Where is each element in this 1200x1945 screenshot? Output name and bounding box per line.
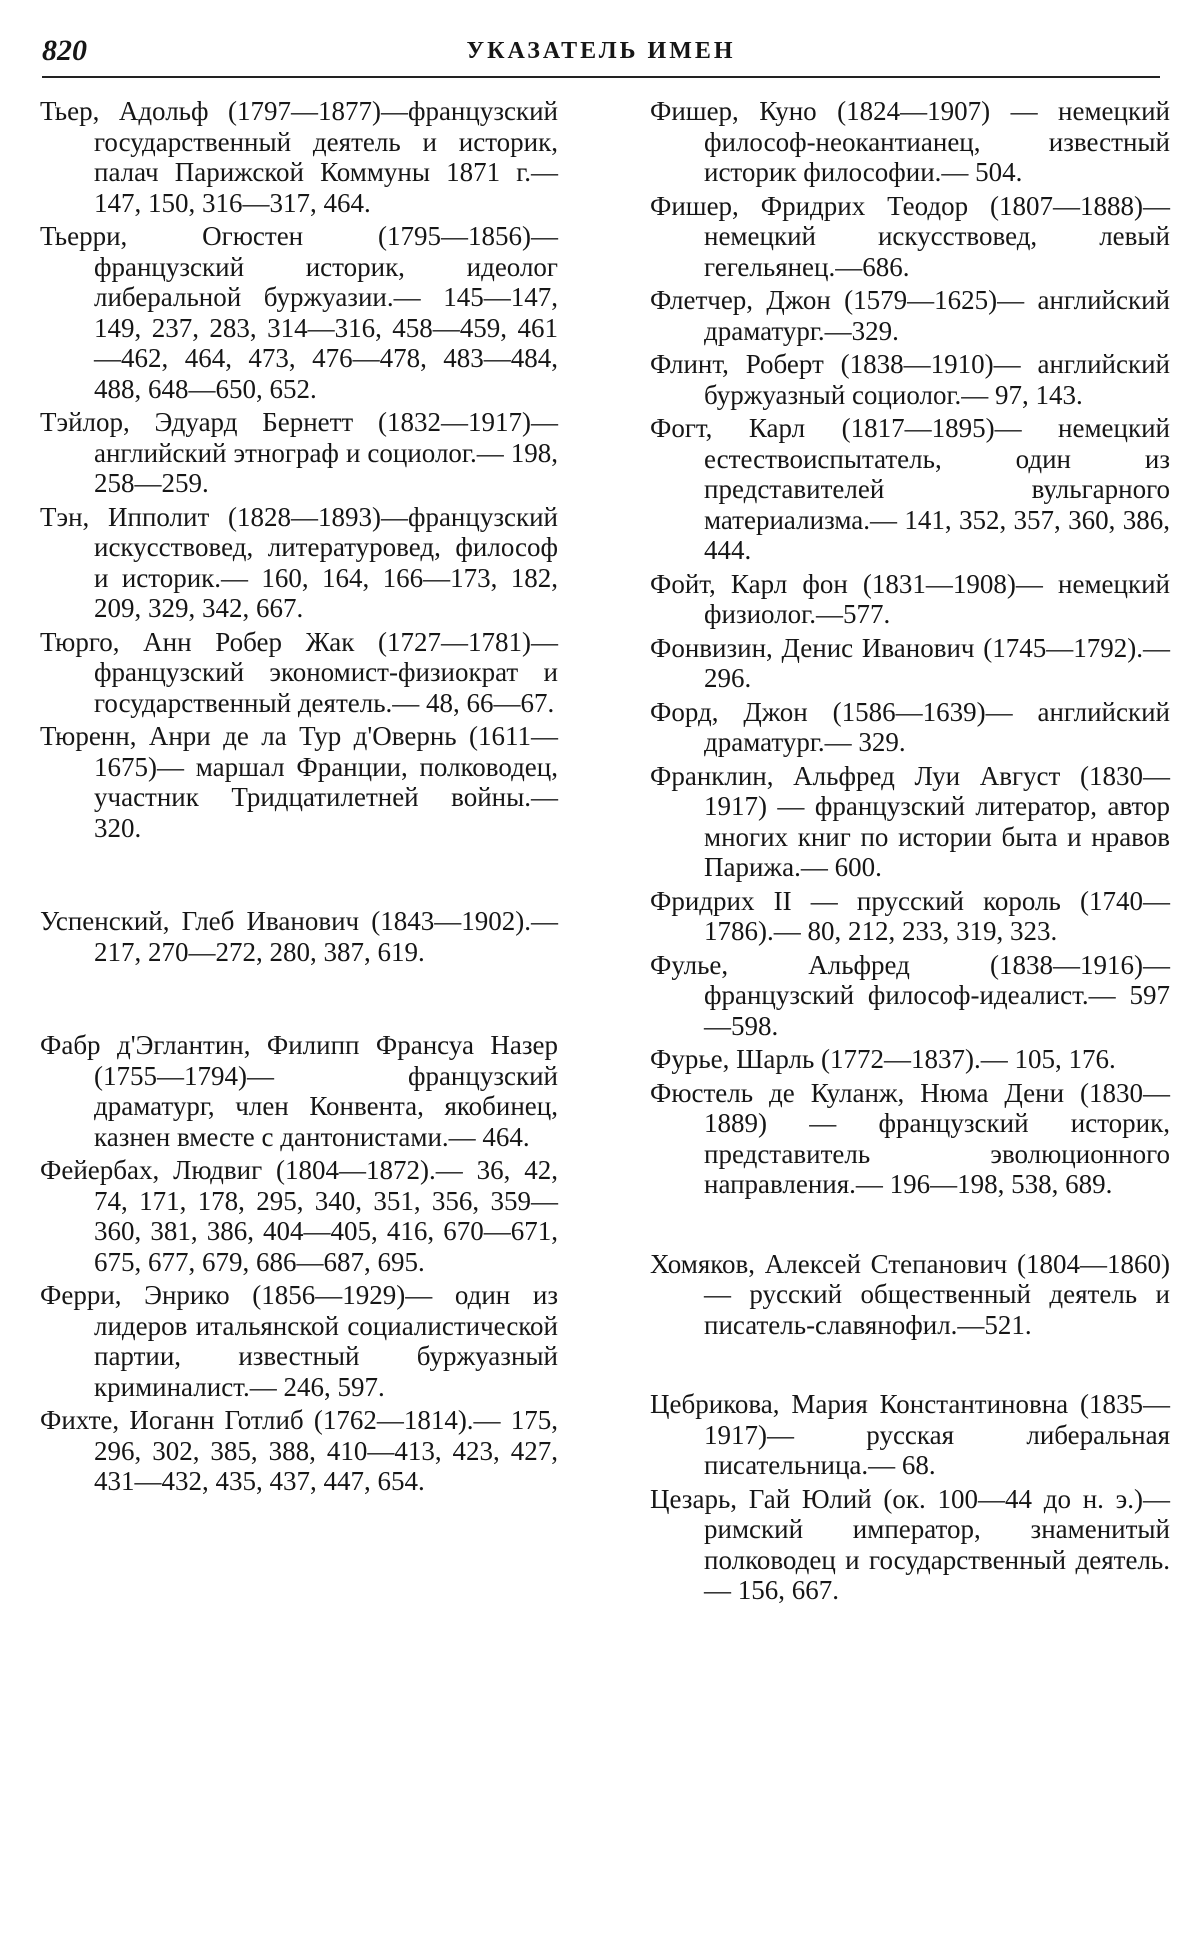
index-entry: Флетчер, Джон (1579—1625)— английский драматург.—329. [650, 285, 1170, 346]
index-entry: Фонвизин, Денис Иванович (1745—1792).— 296. [650, 632, 1170, 693]
page-header [42, 28, 1160, 78]
page-number: 820 [42, 34, 87, 67]
index-entry: Франклин, Альфред Луи Август (1830—1917) — французский литератор, автор многих книг по истории быта и нравов Парижа.— 600. [650, 760, 1170, 882]
running-title: УКАЗАТЕЛЬ ИМЕН [466, 38, 736, 64]
index-entry: Фишер, Куно (1824—1907) — немецкий философ-неокантианец, известный историк философии.— 504. [650, 96, 1170, 187]
index-entry: Тьер, Адольф (1797—1877)—французский государственный деятель и историк, палач Парижской Коммуны 1871 г.— 147, 150, 316—317, 464. [40, 96, 558, 218]
index-entry: Фурье, Шарль (1772—1837).— 105, 176. [650, 1044, 1116, 1074]
index-entry: Цебрикова, Мария Константиновна (1835—1917)— русская либеральная писательница.— 68. [650, 1389, 1170, 1480]
letter-section-gap [40, 970, 558, 1030]
letter-section-gap [40, 846, 558, 906]
index-entry: Тюренн, Анри де ла Тур д'Овернь (1611—1675)— маршал Франции, полководец, участник Тридцатилетней войны.— 320. [40, 721, 558, 843]
index-entry: Тэн, Ипполит (1828—1893)—французский искусствовед, литературовед, философ и историк.— 160, 164, 166—173, 182, 209, 329, 342, 667. [40, 501, 558, 623]
right-column [650, 96, 1170, 1609]
header-rule [42, 76, 1160, 78]
left-column [40, 96, 558, 1500]
index-entry: Ферри, Энрико (1856—1929)— один из лидеров итальянской социалистической партии, известный буржуазный криминалист.— 246, 597. [40, 1280, 558, 1402]
index-entry: Фейербах, Людвиг (1804—1872).— 36, 42, 74, 171, 178, 295, 340, 351, 356, 359—360, 381, 386, 404—405, 416, 670—671, 675, 677, 679, 686—687, 695. [40, 1155, 558, 1277]
index-entry: Успенский, Глеб Иванович (1843—1902).— 217, 270—272, 280, 387, 619. [40, 906, 558, 967]
letter-section-gap [650, 1343, 1170, 1389]
index-entry: Фридрих II — прусский король (1740—1786).— 80, 212, 233, 319, 323. [650, 885, 1170, 946]
index-entry: Фогт, Карл (1817—1895)— немецкий естествоиспытатель, один из представителей вульгарного материализма.— 141, 352, 357, 360, 386, 444. [650, 413, 1170, 565]
index-entry: Флинт, Роберт (1838—1910)— английский буржуазный социолог.— 97, 143. [650, 349, 1170, 410]
letter-section-gap [650, 1203, 1170, 1249]
index-entry: Фихте, Иоганн Готлиб (1762—1814).— 175, 296, 302, 385, 388, 410—413, 423, 427, 431—432, 435, 437, 447, 654. [40, 1405, 558, 1496]
index-entry: Фюстель де Куланж, Нюма Дени (1830—1889) — французский историк, представитель эволюционного направления.— 196—198, 538, 689. [650, 1077, 1170, 1199]
index-entry: Фишер, Фридрих Теодор (1807—1888)— немецкий искусствовед, левый гегельянец.—686. [650, 190, 1170, 282]
index-entry: Фойт, Карл фон (1831—1908)— немецкий физиолог.—577. [650, 568, 1170, 629]
index-entry: Фабр д'Эглантин, Филипп Франсуа Назер (1755—1794)— французский драматург, член Конвента, якобинец, казнен вместе с дантонистами.— 464. [40, 1030, 558, 1152]
index-entry: Тьерри, Огюстен (1795—1856)— французский историк, идеолог либеральной буржуазии.— 145—147, 149, 237, 283, 314—316, 458—459, 461—462, 464, 473, 476—478, 483—484, 488, 648—650, 652. [40, 221, 558, 404]
index-entry: Фулье, Альфред (1838—1916)— французский философ-идеалист.— 597—598. [650, 949, 1170, 1041]
index-entry: Тэйлор, Эдуард Бернетт (1832—1917)— английский этнограф и социолог.— 198, 258—259. [40, 407, 558, 498]
index-entry: Форд, Джон (1586—1639)— английский драматург.— 329. [650, 696, 1170, 757]
index-entry: Цезарь, Гай Юлий (ок. 100—44 до н. э.)— римский император, знаменитый полководец и государственный деятель.— 156, 667. [650, 1483, 1170, 1605]
index-entry: Хомяков, Алексей Степанович (1804—1860)— русский общественный деятель и писатель-славянофил.—521. [650, 1248, 1170, 1340]
index-entry: Тюрго, Анн Робер Жак (1727—1781)— французский экономист-физиократ и государственный деятель.— 48, 66—67. [40, 626, 558, 718]
